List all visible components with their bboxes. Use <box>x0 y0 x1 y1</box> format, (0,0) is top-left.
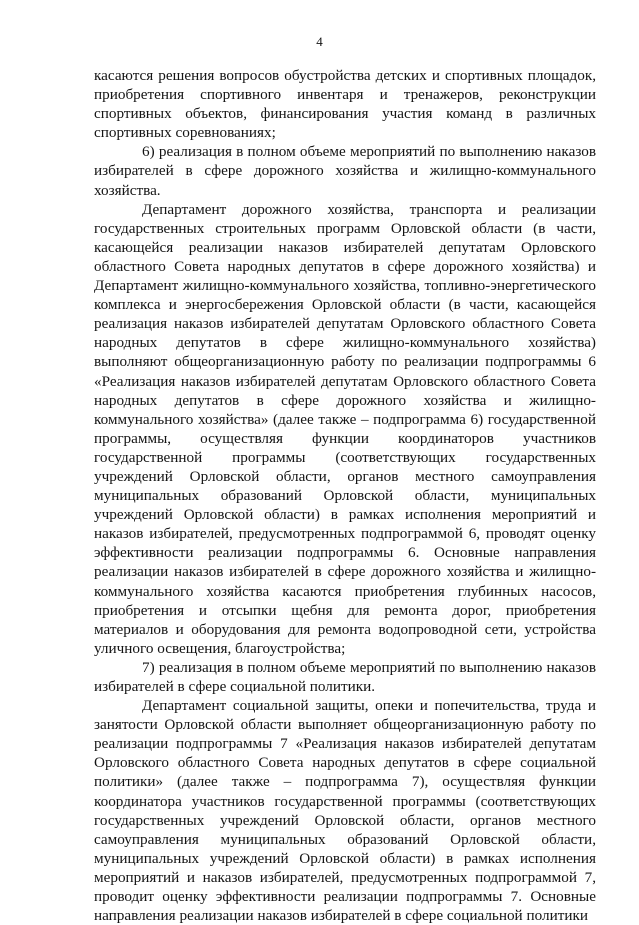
paragraph-continuation: касаются решения вопросов обустройства детских и спортивных площадок, приобретения спортивного инвентаря и тренажеров, реконструкции спортивных объектов, финансирования участия команд в различных спортивных соревнованиях; <box>94 67 596 142</box>
paragraph-department-roads: Департамент дорожного хозяйства, транспорта и реализации государственных строительных программ Орловской области (в части, касающейся реализации наказов избирателей депутатам Орловского областного Совета народных депутатов в сфере дорожного хозяйства) и Департамент жилищно-коммунального хозяйства, топливно-энергетического комплекса и энергосбережения Орловской области (в части, касающейся реализация наказов избирателей депутатам Орловского областного Совета народных депутатов в сфере жилищно-коммунального хозяйства) выполняют общеорганизационную работу по реализации подпрограммы 6 «Реализация наказов избирателей депутатам Орловского областного Совета народных депутатов в сфере дорожного хозяйства и жилищно-коммунального хозяйства» (далее также – подпрограмма 6) государственной программы, осуществляя функции координаторов участников государственной программы (соответствующих государственных учреждений Орловской области, органов местного самоуправления муниципальных образований Орловской области, муниципальных учреждений Орловской области) в рамках исполнения мероприятий и наказов избирателей, предусмотренных подпрограммой 6, проводят оценку эффективности реализации подпрограммы 6. Основные направления реализации наказов избирателей в сфере дорожного хозяйства и жилищно-коммунального хозяйства касаются приобретения глубинных насосов, приобретения и отсыпки щебня для ремонта дорог, приобретения материалов и оборудования для ремонта водопроводной сети, устройства уличного освещения, благоустройства; <box>94 200 596 657</box>
page-number: 4 <box>316 34 323 49</box>
paragraph-department-social: Департамент социальной защиты, опеки и попечительства, труда и занятости Орловской области выполняет общеорганизационную работу по реализации подпрограммы 7 «Реализация наказов избирателей депутатам Орловского областного Совета народных депутатов в сфере социальной политики» (далее также – подпрограмма 7), осуществляя функции координатора участников государственной программы (соответствующих государственных учреждений Орловской области, органов местного самоуправления муниципальных образований Орловской области, муниципальных учреждений Орловской области) в рамках исполнения мероприятий и наказов избирателей, предусмотренных подпрограммой 7, проводит оценку эффективности реализации подпрограммы 7. Основные направления реализации наказов избирателей в сфере социальной политики <box>94 697 596 925</box>
text-body <box>94 66 596 925</box>
paragraph-item-7: 7) реализация в полном объеме мероприятий по выполнению наказов избирателей в сфере социальной политики. <box>94 658 596 695</box>
paragraph-item-6: 6) реализация в полном объеме мероприятий по выполнению наказов избирателей в сфере дорожного хозяйства и жилищно-коммунального хозяйства. <box>94 143 596 199</box>
